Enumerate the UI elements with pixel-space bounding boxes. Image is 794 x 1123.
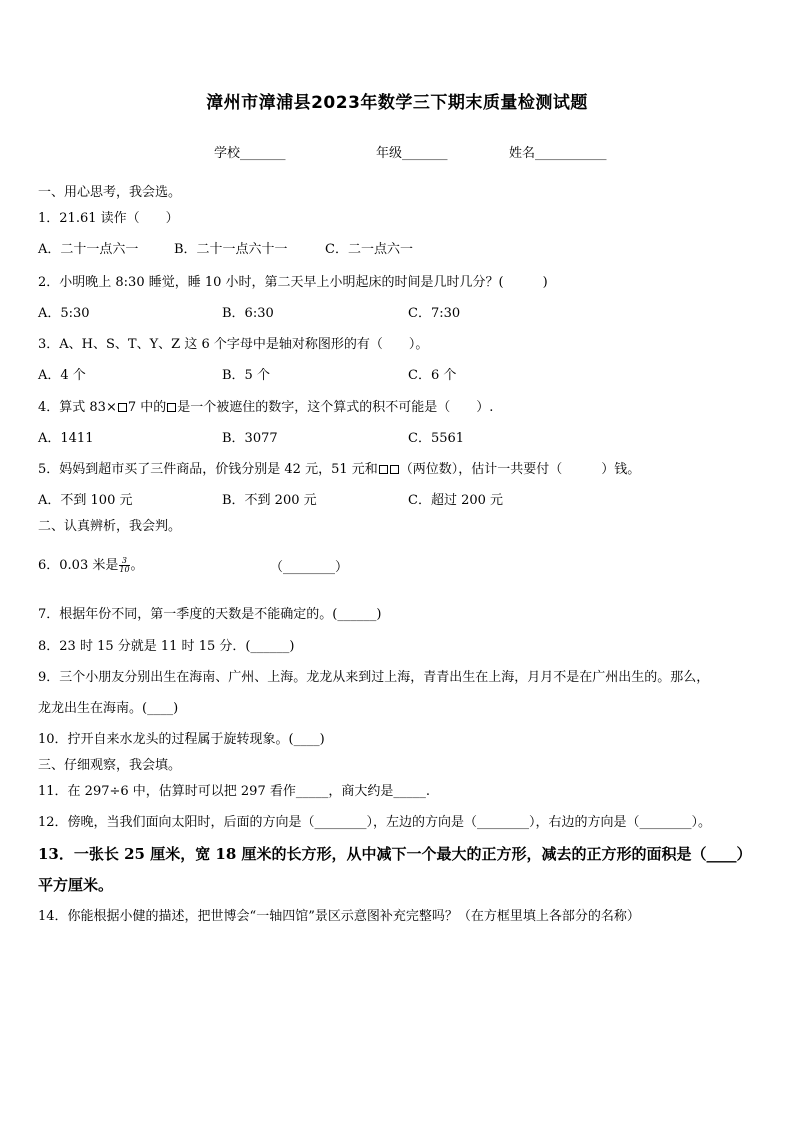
q6-text-post: 。 [130,558,144,573]
q2-option-b: B．6:30 [222,306,274,321]
q4-text-pre: 4．算式 83× [38,400,117,415]
section-2-heading: 二、认真辨析，我会判。 [38,519,182,534]
q1-option-b: B．二十一点六十一 [174,242,288,257]
question-6 [38,554,144,574]
question-12: 12．傍晚，当我们面向太阳时，后面的方向是（________），左边的方向是（________），右边的方向是（________）。 [38,815,712,830]
q4-text-post: 是一个被遮住的数字，这个算式的积不可能是（ ）. [177,400,494,415]
q6-text-pre: 6．0.03 米是 [38,558,119,573]
school-label: 学校 [214,146,241,161]
grade-field [376,142,448,161]
q3-option-b: B．5 个 [222,368,270,383]
section-1-heading: 一、用心思考，我会选。 [38,185,182,200]
q5-option-a: A．不到 100 元 [38,493,133,508]
q1-option-c: C．二一点六一 [325,242,413,257]
question-7: 7．根据年份不同，第一季度的天数是不能确定的。(______) [38,607,382,622]
question-13-line-2: 平方厘米。 [38,876,114,894]
hidden-digit-box [118,403,127,412]
hidden-digit-box [379,465,388,474]
q6-answer-blank: （________） [270,560,349,575]
question-4 [38,396,493,415]
question-1: 1．21.61 读作（ ） [38,211,179,226]
question-2: 2．小明晚上 8:30 睡觉，睡 10 小时，第二天早上小明起床的时间是几时几分？( ) [38,275,548,290]
school-blank: _______ [240,146,286,161]
question-9-line-2: 龙龙出生在海南。(____) [38,701,179,716]
question-9-line-1: 9．三个小朋友分别出生在海南、广州、上海。龙龙从来到过上海，青青出生在上海，月月不是在广州出生的。那么， [38,670,710,685]
question-11: 11．在 297÷6 中，估算时可以把 297 看作_____，商大约是_____. [38,784,430,799]
q4-text-mid: 7 中的 [127,400,167,415]
fraction-numerator: 3 [119,557,129,566]
q4-option-c: C．5561 [408,431,465,446]
q5-option-b: B．不到 200 元 [222,493,317,508]
name-blank: ___________ [535,146,607,161]
grade-blank: _______ [402,146,448,161]
page-title: 漳州市漳浦县2023年数学三下期末质量检测试题 [206,93,588,113]
question-3: 3．A、H、S、T、Y、Z 这 6 个字母中是轴对称图形的有（ ）。 [38,337,429,352]
q2-option-c: C．7:30 [408,306,461,321]
q2-option-a: A．5:30 [38,306,90,321]
question-8: 8．23 时 15 分就是 11 时 15 分．(______) [38,639,295,654]
fraction [119,557,129,574]
hidden-digit-box [390,465,399,474]
q5-text-post: （两位数），估计一共要付（ ）钱。 [399,462,641,477]
q5-text-pre: 5．妈妈到超市买了三件商品，价钱分别是 42 元，51 元和 [38,462,378,477]
q5-option-c: C．超过 200 元 [408,493,504,508]
q3-option-c: C．6 个 [408,368,457,383]
question-10: 10．拧开自来水龙头的过程属于旋转现象。(____) [38,732,325,747]
section-3-heading: 三、仔细观察，我会填。 [38,758,182,773]
question-14: 14．你能根据小健的描述，把世博会“一轴四馆”景区示意图补充完整吗？（在方框里填上各部分的名称） [38,909,640,924]
q4-option-a: A．1411 [38,431,94,446]
school-field [214,142,286,161]
hidden-digit-box [167,403,176,412]
q4-option-b: B．3077 [222,431,278,446]
q3-option-a: A．4 个 [38,368,86,383]
question-5 [38,458,640,477]
name-field [509,142,607,161]
fraction-denominator: 10 [119,565,130,574]
question-13-line-1: 13．一张长 25 厘米，宽 18 厘米的长方形，从中减下一个最大的正方形，减去的正方形的面积是（____） [38,845,752,863]
q1-option-a: A．二十一点六一 [38,242,139,257]
name-label: 姓名 [509,146,536,161]
grade-label: 年级 [376,146,403,161]
